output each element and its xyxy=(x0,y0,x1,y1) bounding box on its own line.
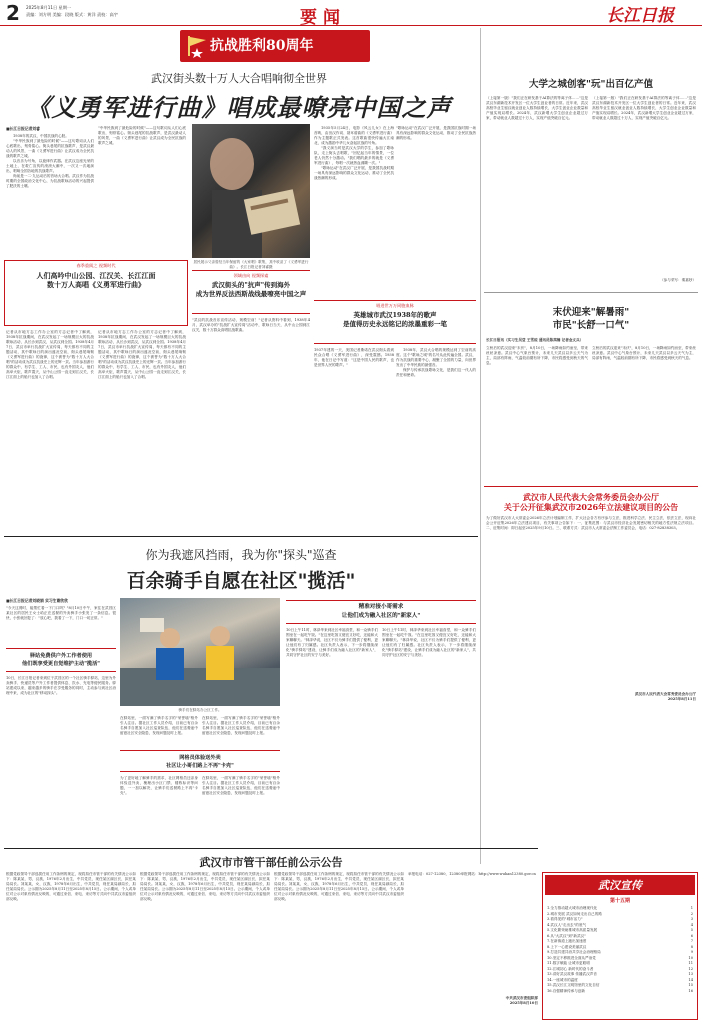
feature-subhead: 驿站免费供户外工作者使用 他们既享受更自觉维护主动"揽活" xyxy=(21,653,101,667)
toc-item-page: 4 xyxy=(690,922,693,927)
notice2-text: 根据党政领导干部选拔任用工作条例的规定，现将拟任市管干部的有关情况公示如下：陈某某，男，汉族，1976年2月出生，中共党员，现任某区副区长，拟任某局局长。刘某某，女，汉族，1978年6月出生，中共党员，现任某局副局长，拟任某局局长。公示期为2025年8月11日至2025年8月15日。公示期间，个人或单位对公示对象有情况反映的，可通过来信、来电、来访等方式向中共武汉市委组织部反映。 xyxy=(6,872,136,901)
box3 xyxy=(314,300,476,344)
photo-caption: 居民展示父亲曾经当年保留的《大家唱》歌集，其中收录了《义勇军进行曲》。长江日报记者刘睿摄 xyxy=(193,260,309,269)
photo-illustration xyxy=(192,124,310,258)
sidebox-tag: 春季重阅之 视频时代 xyxy=(76,263,116,268)
toc-item-label: 11.数字赋能 让城市更聪明 xyxy=(547,961,590,965)
star-flag-icon xyxy=(186,34,208,58)
toc-item-label: 5.文化繁荣助推城市高质量发展 xyxy=(547,928,598,932)
toc-item-page: 6 xyxy=(690,933,693,938)
toc-item-label: 8.上下一心建设美丽武汉 xyxy=(547,944,587,949)
toc-item-page: 10 xyxy=(688,955,693,960)
toc-item-page: 12 xyxy=(688,966,693,971)
lead-subtitle: 武汉街头数十万人大合唱响彻全世界 xyxy=(151,72,327,85)
section-divider xyxy=(4,536,478,537)
right-mid-byline: 长江日报讯（实习生吴莹 王雪琼 通讯员陈茜楠 记者金文兵） xyxy=(486,338,584,342)
date-line: 2025年8月11日 星期一 xyxy=(26,5,72,10)
toc-list xyxy=(543,906,697,994)
toc-item-label: 6.从"大武汉"到"新武汉" xyxy=(547,933,586,938)
toc-item-page: 16 xyxy=(688,988,693,993)
toc-item-label: 7.在新赛道上跑出加速度 xyxy=(547,939,587,943)
toc-item-page: 9 xyxy=(690,950,693,954)
sidebox-title: 人们高吟中山公园、江汉关、长江江面 数十万人高唱《义勇军进行曲》 xyxy=(36,271,156,289)
feature-box-text: 10日上午11时，林泽华来到社区幸福食堂，和一众骑手们围坐在一起吃午饭。"在这里吃饭又便宜又好吃，还能和大家聊聊天。"林泽华说，社区不仅为骑手们提供了便利，更让他们有了归属感。社区负责人表示，下一步将继续深化"骑手驿站"建设，让骑手们成为融入社区的"新家人"，共同守护社区的安宁与美好。 xyxy=(286,628,378,657)
notice1-text: 为了做好武汉市人大常委会2026年立法计划编制工作，扩大社会各方有序参与立法，推进科学立法、民主立法，依法立法，现向社会公开征集2026年立法建议项目，有关事项公告如下：一、征集范围：与武汉市经济社会发展密切相关的地方性法规立法项目。二、征集时间：即日起至2025年9月10日。三、联系方式：武汉市人大常委会法制工作委员会，电话：027-82838303。 xyxy=(486,516,696,530)
feature-col2b-cont: 在驿站里，一面写满了骑手名字的"荣誉墙"格外引人注目。据社区工作人员介绍，目前已有百余名骑手自愿加入社区巡查队伍，他们在送餐途中留意社区安全隐患，发现问题及时上报。 xyxy=(202,776,280,795)
feature-box xyxy=(286,600,476,624)
right-mid-text: 立秋后的武汉迎来"末伏"，8月10日，一场降雨如约而至，带来丝丝凉意。武汉中心气象台预计，未来几天武汉以多云天气为主，局部有阵雨，气温较前期有所下降，市民将感受到秋天的气息。 xyxy=(486,346,588,365)
toc-item-label: 4.武汉人"走出去"的底气 xyxy=(547,922,587,927)
paragraph: 1935年5月24日，电影《风云儿女》在上海首映，由田汉作词、聂耳谱曲的《义勇军进行曲》作为主题歌正式发表。这首歌曲很快传遍大江南北，成为激励中华儿女奋起抗战的号角。 xyxy=(314,126,394,145)
divider xyxy=(484,292,698,293)
lead-col-5 xyxy=(396,348,476,530)
right-mid-text-cont: 立秋后的武汉迎来"末伏"，8月10日，一场降雨如约而至，带来丝丝凉意。武汉中心气象台预计，未来几天武汉以多云天气为主，局部有阵雨，气温较前期有所下降，市民将感受到秋天的气息。 xyxy=(592,346,696,360)
feature-byline: ■长江日报记者刘晓娟 实习生谢欣欣 xyxy=(6,598,68,603)
box2-text: "武汉的抗战音乐宣传活动，规模空前！"记者从资料中看到，1938年4月，武汉举办的"抗战扩大宣传周"活动中，歌咏日当天，从中山公园到江汉关，数十万群众高唱抗战歌曲。 xyxy=(192,318,310,332)
feature-col1: "今天这餐时，能帮忙看一下门口吗？"8月10日中午，家住在武昌区某社区的居民王女士给正在送餐的外卖骑手小张发了一条信息。很快，小张就回复了："放心吧，我看了一下，门口一切正常。" xyxy=(6,606,116,620)
divider xyxy=(484,486,698,487)
feature-intro: 你为我遮风挡雨，我为你"探头"巡查 xyxy=(145,548,337,562)
toc-box xyxy=(542,872,698,1020)
toc-logo: 武汉宣传 xyxy=(598,879,642,892)
toc-item-label: 3.看得见的"城市活力" xyxy=(547,917,583,921)
section-divider xyxy=(4,848,538,849)
notice2-contact: 举报电话：027-12380，12380举报网站：http://www.wuhan12380.gov.cn xyxy=(408,872,536,876)
paragraph: "歌咏运动"在武汉广泛开展，是我国抗战时期一场具有深远影响的群众文化运动，推动了全民抗战热潮的形成。 xyxy=(314,166,394,180)
notice2-text-2: 根据党政领导干部选拔任用工作条例的规定，现将拟任市管干部的有关情况公示如下：陈某某，男，汉族，1976年2月出生，中共党员，现任某区副区长，拟任某局局长。刘某某，女，汉族，1978年6月出生，中共党员，现任某局副局长，拟任某局局长。公示期为2025年8月11日至2025年8月15日。公示期间，个人或单位对公示对象有情况反映的，可通过来信、来电、来访等方式向中共武汉市委组织部反映。 xyxy=(140,872,270,901)
toc-item-page: 13 xyxy=(688,972,693,976)
feature-subhead-box xyxy=(6,648,116,672)
notice2-title: 武汉市市管干部任前公示公告 xyxy=(199,856,343,869)
toc-header xyxy=(545,875,695,895)
page-header xyxy=(0,0,702,26)
section-title: 要闻 xyxy=(300,8,346,28)
paragraph: "我义演当时是武汉大学的学生，参加了歌咏队，走上街头去唱歌，"回忆起当年的情景，一位老人仍然十分激动。"我们唱的最多的就是《义勇军进行曲》，每唱一次就热血沸腾一次。" xyxy=(314,146,394,165)
paragraph: 1938年，武汉大合唱的规模达到了空前的高度。这个"歌咏之城"的名号从此传遍全国。武汉，作为抗战的重要中心，凝聚了全国的力量，向世界发出了中华民族的最强音。 xyxy=(396,348,476,367)
toc-item-page: 15 xyxy=(688,983,693,987)
lead-photo xyxy=(192,124,310,258)
toc-item-label: 10.坚定不移推进全面从严治党 xyxy=(547,955,596,960)
right-top-text: （上接第一版）"我们正在研发基于AI算法的等离子体……"这是武汉东湖新技术开发区一位大学生创业者的日常。近年来，武汉高校毕业生留汉就业创业人数持续增长，大学生创业企业数量和产值实现双增长。2024年，武汉新增大学生创业企业超过万家，带动就业人数超过十万人，实现产值突破百亿元。 xyxy=(486,96,588,120)
toc-item-page: 11 xyxy=(688,961,693,965)
paragraph: 尚前是一二·九运动后的首场大合唱。武汉作为抗战时期的全国政治文化中心，为抗战歌咏活动的兴起提供了肥沃的土壤。 xyxy=(6,174,94,188)
feature-photo xyxy=(120,598,280,706)
toc-item-label: 15.武汉长江文明馆里的文化自信 xyxy=(547,983,600,987)
newspaper-logo: 长江日报 xyxy=(606,6,674,26)
feature-col2: 在驿站里，一面写满了骑手名字的"荣誉墙"格外引人注目。据社区工作人员介绍，目前已有百余名骑手自愿加入社区巡查队伍，他们在送餐途中留意社区安全隐患，发现问题及时上报。 xyxy=(120,716,198,735)
toc-item-label: 13.讲好武汉故事 传播武汉声音 xyxy=(547,972,597,976)
toc-item-label: 9.打造共建共治共享社会治理格局 xyxy=(547,950,601,954)
box2-title: 武汉街头的"抗声"传到海外 成为世界反法西斯战线最嘹亮中国之声 xyxy=(195,281,307,298)
box3-text: 1937年建的一天，美国记者斯诺在武汉街头看到民众合唱《义勇军进行曲》，深受震撼。1938年，他在日记中写道："这是中国人民的歌声，也是世界人民的歌声。" xyxy=(314,348,394,367)
column-divider xyxy=(480,28,481,864)
paragraph: 保护与传承抗战歌咏文化，是我们这一代人的责任和使命。 xyxy=(396,368,476,377)
lead-col-1 xyxy=(6,126,94,256)
box3-tag: 唱进世万万同胞血脉 xyxy=(376,303,414,308)
lead-col-2: "中华民族到了最危险的时候"——这句歌词从人们心底歌出，刻骨铭心。街头巷尾的抗战歌声，是武汉最动人的风景，一曲《义勇军进行曲》让武汉成为全民抗战的歌声之城。 xyxy=(98,126,186,145)
feature-subhead2-box xyxy=(120,750,280,772)
toc-item-page: 3 xyxy=(690,917,693,921)
toc-subtitle: 第十五期 xyxy=(609,898,630,904)
feature-box-text-cont: 10日上午11时，林泽华来到社区幸福食堂，和一众骑手们围坐在一起吃午饭。"在这里吃饭又便宜又好吃，还能和大家聊聊天。"林泽华说，社区不仅为骑手们提供了便利，更让他们有了归属感。社区负责人表示，下一步将继续深化"骑手驿站"建设，让骑手们成为融入社区的"新家人"，共同守护社区的安宁与美好。 xyxy=(382,628,476,657)
right-top-title: 大学之城创客"玩"出百亿产值 xyxy=(529,79,653,90)
toc-item-label: 1.全力推动超大城市治理现代化 xyxy=(547,906,598,910)
lead-col-4: "歌咏运动"在武汉广泛开展，是我国抗战时期一场具有深远影响的群众文化运动，推动了全民抗战热潮的形成。 xyxy=(396,126,476,140)
sidebox-text-cont: 记者从市地方志工作办公室的方志记者中了解到，1938年抗战期间，在武汉发起了一场规模巨大的抗战歌咏活动，从长沙到武汉，从武汉到全国。1938年4月7日，武汉市举行抗战扩大宣传周，每天都有不同的主题活动，其中歌咏日的演出盛况空前，街头巷尾响彻《义勇军进行曲》的旋律，这个被誉为"数十万人大合唱"的活动成为武汉抗战史上的光辉一页。当年参加游行的群众中，有学生、工人、市民，也有外国友人，他们高举火炬，歌声震天，从中山公园一直走到江汉关，长江江面上的船只也加入了合唱。 xyxy=(98,330,186,379)
sidebox xyxy=(4,260,188,326)
notice2-text-3: 根据党政领导干部选拔任用工作条例的规定，现将拟任市管干部的有关情况公示如下：陈某某，男，汉族，1976年2月出生，中共党员，现任某区副区长，拟任某局局长。刘某某，女，汉族，1978年6月出生，中共党员，现任某局副局长，拟任某局局长。公示期为2025年8月11日至2025年8月15日。公示期间，个人或单位对公示对象有情况反映的，可通过来信、来电、来访等方式向中共武汉市委组织部反映。 xyxy=(274,872,404,901)
right-top-text-cont: （上接第一版）"我们正在研发基于AI算法的等离子体……"这是武汉东湖新技术开发区一位大学生创业者的日常。近年来，武汉高校毕业生留汉就业创业人数持续增长，大学生创业企业数量和产值实现双增长。2024年，武汉新增大学生创业企业超过万家，带动就业人数超过十万人，实现产值突破百亿元。 xyxy=(592,96,696,120)
sidebox-text: 记者从市地方志工作办公室的方志记者中了解到，1938年抗战期间，在武汉发起了一场规模巨大的抗战歌咏活动，从长沙到武汉，从武汉到全国。1938年4月7日，武汉市举行抗战扩大宣传周，每天都有不同的主题活动，其中歌咏日的演出盛况空前，街头巷尾响彻《义勇军进行曲》的旋律，这个被誉为"数十万人大合唱"的活动成为武汉抗战史上的光辉一页。当年参加游行的群众中，有学生、工人、市民，也有外国友人，他们高举火炬，歌声震天，从中山公园一直走到江汉关，长江江面上的船只也加入了合唱。 xyxy=(6,330,94,379)
toc-item-label: 14.一座城市的温度 xyxy=(547,977,578,982)
toc-item xyxy=(547,989,693,995)
right-mid-title: 末伏迎来"解暑雨" 市民"长舒一口气" xyxy=(552,307,630,331)
toc-item-label: 12.江城初心 新时代的奋斗者 xyxy=(547,966,594,971)
feature-box-title: 精准对接小哥需求 让他们成为融入社区的"新家人" xyxy=(341,604,421,619)
banner-text: 抗战胜利80周年 xyxy=(210,38,314,54)
feature-title: 百余骑手自愿在社区"揽活" xyxy=(126,570,356,592)
box2 xyxy=(192,270,310,314)
feature-col1b: 10日，长江日报记者来到位于武昌区的一个社区骑手驿站，这里为外卖骑手、快递员等户外工作者提供休息、饮水、充电等便民服务。驿站建成以来，越来越多的骑手在享受服务的同时，主动参与到社区治理中来，成为社区的"移动探头"。 xyxy=(6,676,116,695)
toc-item-page: 5 xyxy=(690,928,693,932)
feature-subhead2: 网格员体验送外卖 社区让小哥们路上不再"卡壳" xyxy=(166,755,234,769)
feature-col2-cont: 在驿站里，一面写满了骑手名字的"荣誉墙"格外引人注目。据社区工作人员介绍，目前已有百余名骑手自愿加入社区巡查队伍，他们在送餐途中留意社区安全隐患，发现问题及时上报。 xyxy=(202,716,280,735)
toc-item-label: 2.城市发展 武汉如何走出自己的路 xyxy=(547,911,602,916)
lead-headline: 《义勇军进行曲》唱成最嘹亮中国之声 xyxy=(26,93,452,122)
page-number: 2 xyxy=(6,1,20,25)
lead-col-3 xyxy=(314,126,394,296)
toc-item-page: 2 xyxy=(690,911,693,916)
notice2-signature: 中共武汉市委组织部 2025年8月10日 xyxy=(505,996,538,1005)
toc-item-page: 7 xyxy=(690,939,693,943)
toc-item-label: 16.自强精神传承与创新 xyxy=(547,988,586,993)
editors-line: 责编：刘方明 美编：段晓 版式：黄洋 责校：高宇 xyxy=(26,12,118,17)
feature-photo-caption: 骑手们在驿站办公区工作。 xyxy=(178,708,222,712)
right-top-ref: （参与采写：秦嘉妙） xyxy=(660,278,696,282)
paragraph: "中华民族到了最危险的时候"——这句歌词从人们心底歌出，刻骨铭心。街头巷尾的抗战歌声，是武汉最动人的风景，一曲《义勇军进行曲》让武汉成为全民抗战的歌声之城。 xyxy=(6,139,94,158)
box2-tag: 领域由向 视频探索 xyxy=(233,273,269,278)
feature-col2b: 为了更好地了解骑手的需求，社区网格员还亲身体验送外卖，梳理出小区门禁、楼栋标识等问题，一一加以解决，让骑手们送餐路上不再"卡壳"。 xyxy=(120,776,198,795)
paragraph: 1938年的武汉，中国抗战的心脏。 xyxy=(13,134,69,138)
notice1-title: 武汉市人民代表大会常务委员会办公厅 关于公开征集武汉市2026年立法建议项目的公告 xyxy=(503,492,679,512)
box3-title: 英雄城市武汉1938年的歌声 是值得历史永远铭记的浓墨重彩一笔 xyxy=(343,311,447,328)
toc-item-page: 8 xyxy=(690,944,693,949)
toc-item-page: 14 xyxy=(688,977,693,982)
toc-item-page: 1 xyxy=(690,906,693,910)
paragraph: 以音乐为号角，以旋律作武器。在武汉这座光荣的土地上，在救亡宣传的滚滚大潮中，一次又一次地演出，唱响全国各地的抗战歌声。 xyxy=(6,159,94,173)
riders-illustration xyxy=(120,598,280,706)
notice1-signature: 武汉市人民代表大会常务委员会办公厅 2025年8月11日 xyxy=(634,692,696,701)
lead-byline: ■长江日报记者刘睿 xyxy=(6,126,40,131)
